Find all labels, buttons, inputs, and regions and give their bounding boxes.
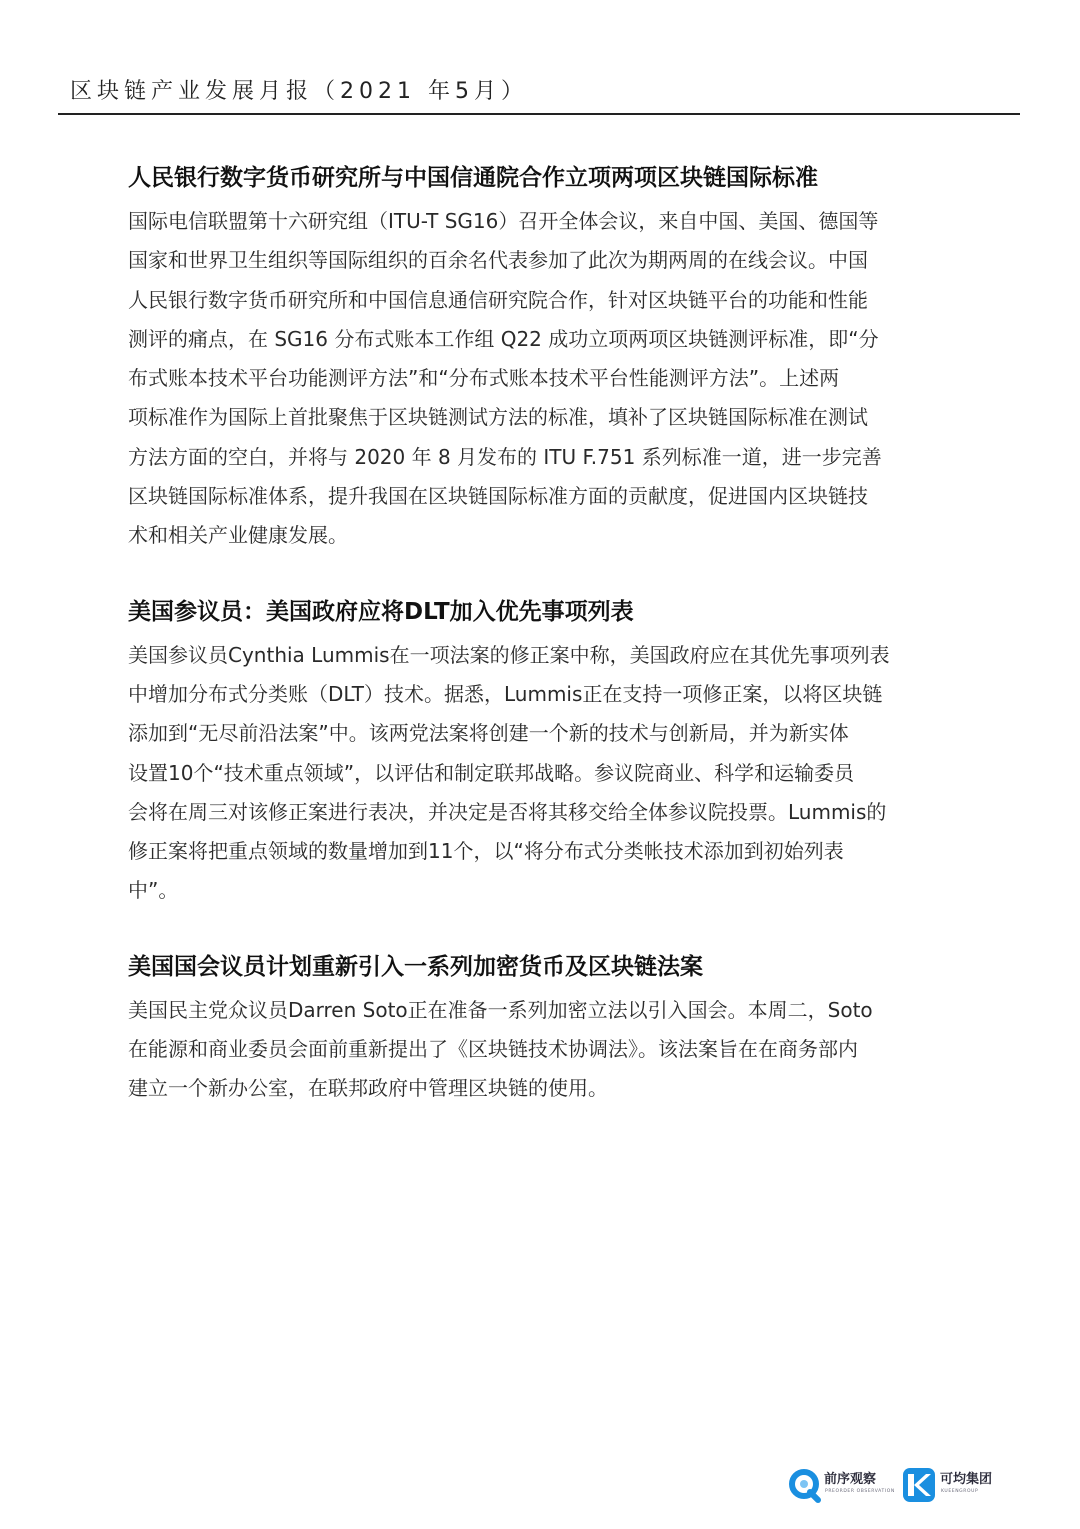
body-line: 方法方面的空白，并将与 2020 年 8 月发布的 ITU F.751 系列标准一道，进一步完善 <box>128 444 882 469</box>
body-line: 人民银行数字货币研究所和中国信息通信研究院合作，针对区块链平台的功能和性能 <box>128 287 868 312</box>
body-line: 在能源和商业委员会面前重新提出了《区块链技术协调法》。该法案旨在在商务部内 <box>128 1037 858 1062</box>
body-line: 测评的痛点，在 SG16 分布式账本工作组 Q22 成功立项两项区块链测评标准，即“分 <box>128 326 879 351</box>
kueen-group-logo <box>902 1465 1018 1505</box>
article-title: 人民银行数字货币研究所与中国信通院合作立项两项区块链国际标准 <box>128 165 818 191</box>
body-line: 美国民主党众议员Darren Soto正在准备一系列加密立法以引入国会。本周二，Soto <box>128 997 873 1022</box>
logo-tagline: KUEENGROUP <box>941 1489 979 1494</box>
body-line: 区块链国际标准体系，提升我国在区块链国际标准方面的贡献度，促进国内区块链技 <box>128 484 868 509</box>
preorder-observation-logo <box>788 1465 898 1505</box>
preorder-logo-icon <box>788 1467 824 1503</box>
body-line: 术和相关产业健康发展。 <box>128 523 348 548</box>
body-line: 项标准作为国际上首批聚焦于区块链测试方法的标准，填补了区块链国际标准在测试 <box>128 405 868 430</box>
body-line: 建立一个新办公室，在联邦政府中管理区块链的使用。 <box>128 1076 608 1101</box>
body-line: 修正案将把重点领域的数量增加到11个，以“将分布式分类帐技术添加到初始列表 <box>128 839 844 864</box>
article-body <box>128 202 950 556</box>
kueen-logo-icon <box>902 1467 936 1503</box>
article-2 <box>128 594 950 911</box>
body-line: 国际电信联盟第十六研究组（ITU-T SG16）召开全体会议，来自中国、美国、德国等 <box>128 209 879 233</box>
article-body <box>128 991 950 1109</box>
running-header: 区块链产业发展月报（2021 年5月） <box>70 79 528 104</box>
article-title: 美国参议员：美国政府应将DLT加入优先事项列表 <box>128 598 634 625</box>
body-line: 国家和世界卫生组织等国际组织的百余名代表参加了此次为期两周的在线会议。中国 <box>128 248 868 273</box>
body-line: 设置10个“技术重点领域”，以评估和制定联邦战略。参议院商业、科学和运输委员 <box>128 760 855 785</box>
body-line: 中”。 <box>128 878 179 903</box>
body-line: 会将在周三对该修正案进行表决，并决定是否将其移交给全体参议院投票。Lummis的 <box>128 799 887 824</box>
footer-logos <box>788 1465 1018 1505</box>
article-3 <box>128 949 950 1109</box>
article-1 <box>128 160 950 556</box>
article-body <box>128 636 950 911</box>
page-content <box>128 160 950 1147</box>
body-line: 布式账本技术平台功能测评方法”和“分布式账本技术平台性能测评方法”。上述两 <box>128 366 840 391</box>
logo-name: 前序观察 <box>824 1472 877 1487</box>
body-line: 美国参议员Cynthia Lummis在一项法案的修正案中称，美国政府应在其优先事项列表 <box>128 642 890 667</box>
body-line: 添加到“无尽前沿法案”中。该两党法案将创建一个新的技术与创新局，并为新实体 <box>128 721 849 746</box>
logo-name: 可均集团 <box>940 1472 993 1487</box>
body-line: 中增加分布式分类账（DLT）技术。据悉，Lummis正在支持一项修正案，以将区块链 <box>128 681 883 706</box>
logo-tagline: PREORDER OBSERVATION <box>825 1489 895 1494</box>
header-rule <box>58 113 1020 115</box>
article-title: 美国国会议员计划重新引入一系列加密货币及区块链法案 <box>128 953 703 980</box>
